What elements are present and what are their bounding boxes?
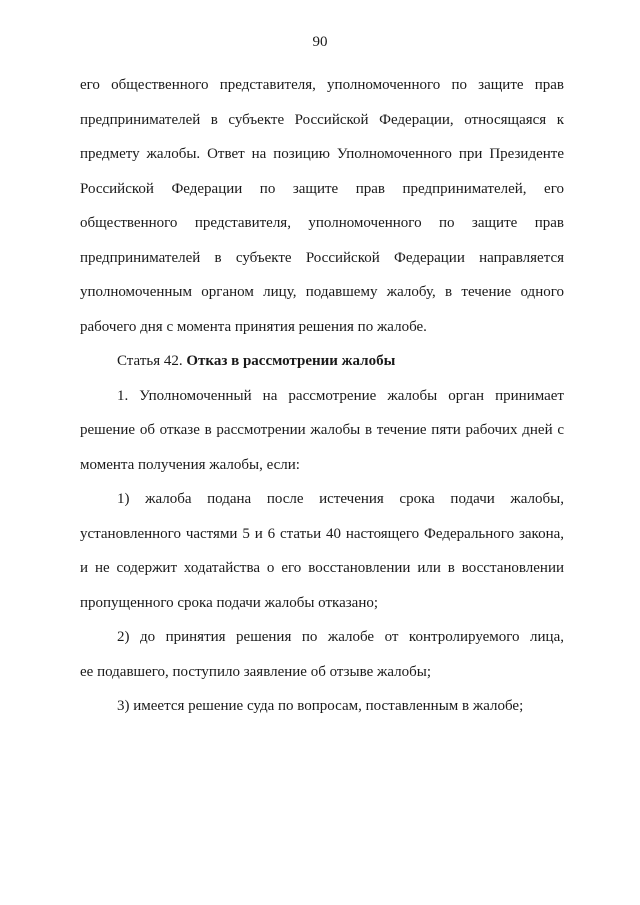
text-line: предпринимателей в субъекте Российской Федерации направляется [80,249,564,266]
list-item-2 [80,620,564,689]
text-line: его общественного представителя, уполномоченного по защите прав [80,77,564,93]
text-line: момента получения жалобы, если: [80,456,300,473]
document-body [80,68,564,724]
text-line: ее подавшего, поступило заявление об отзыве жалобы; [80,663,432,680]
text-line: рабочего дня с момента принятия решения по жалобе. [80,318,427,335]
text-line: и не содержит ходатайства о его восстановлении или в восстановлении [80,560,564,576]
list-item-1 [80,482,564,620]
text-line: Российской Федерации по защите прав предпринимателей, его [80,180,564,197]
article-heading [80,344,564,379]
text-line: установленного частями 5 и 6 статьи 40 настоящего Федерального закона, [80,525,564,542]
text-line: 3) имеется решение суда по вопросам, поставленным в жалобе; [117,698,524,714]
text-line: решение об отказе в рассмотрении жалобы в течение пяти рабочих дней с [80,422,564,438]
article-prefix: Статья 42. [117,353,187,369]
text-line: 1) жалоба подана после истечения срока подачи жалобы, [117,491,564,507]
clause-1 [80,379,564,483]
page-number: 90 [312,34,328,50]
text-line: предмету жалобы. Ответ на позицию Уполномоченного при Президенте [80,146,564,162]
list-item-3 [80,689,564,724]
text-line: 2) до принятия решения по жалобе от контролируемого лица, [117,629,564,645]
text-line: пропущенного срока подачи жалобы отказано; [80,594,379,611]
text-line: 1. Уполномоченный на рассмотрение жалобы орган принимает [117,387,564,404]
text-line: предпринимателей в субъекте Российской Федерации, относящаяся к [80,111,564,128]
paragraph-continuation [80,68,564,344]
text-line: общественного представителя, уполномоченного по защите прав [80,215,564,231]
text-line: уполномоченным органом лицу, подавшему жалобу, в течение одного [80,284,564,300]
article-title: Отказ в рассмотрении жалобы [186,353,396,369]
